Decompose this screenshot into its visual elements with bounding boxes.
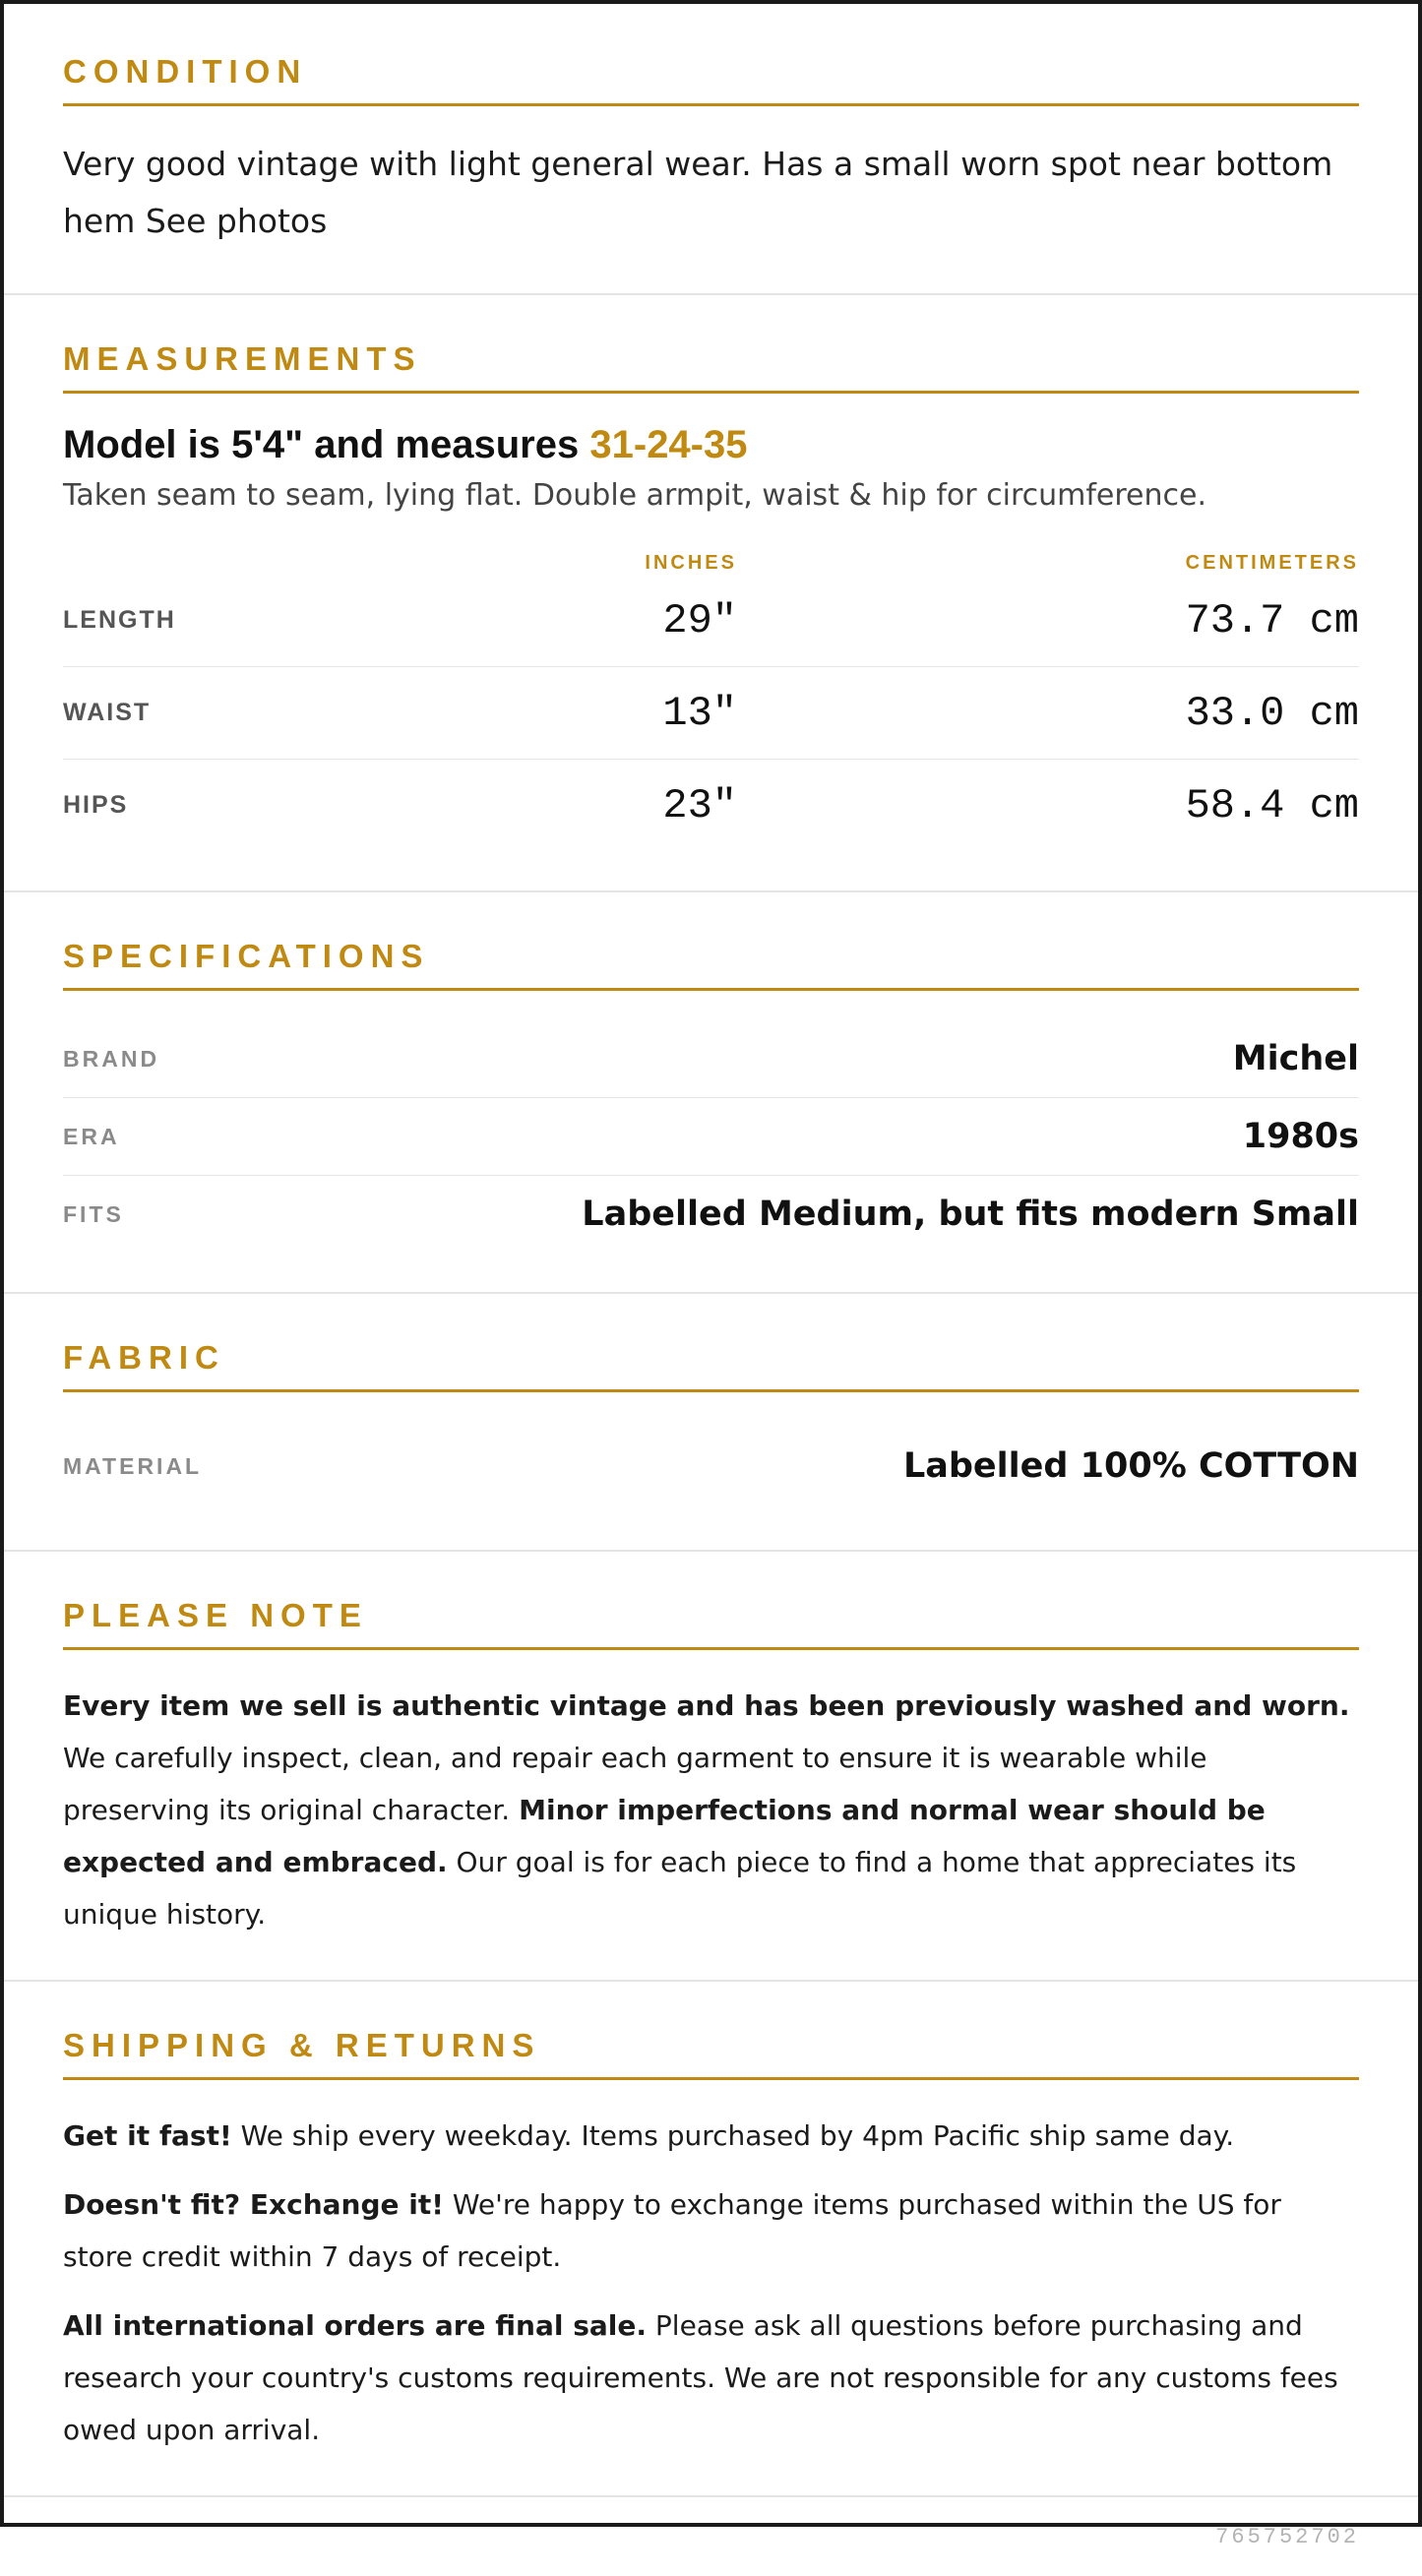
specifications-heading: SPECIFICATIONS: [63, 940, 1359, 991]
measurement-label: LENGTH: [63, 606, 176, 634]
shipping-returns-heading: SHIPPING & RETURNS: [63, 2029, 1359, 2080]
measurement-row-waist: [63, 667, 1359, 760]
fabric-section: [4, 1294, 1418, 1552]
measurements-table: [63, 575, 1359, 851]
exchange-paragraph: [63, 2178, 1359, 2283]
shipping-paragraph: [63, 2110, 1359, 2162]
note-bold-statement: Every item we sell is authentic vintage and has been previously washed and worn.: [63, 1689, 1350, 1722]
measurements-section: [4, 295, 1418, 892]
spec-label: ERA: [63, 1123, 120, 1149]
fabric-value: Labelled 100% COTTON: [902, 1446, 1359, 1486]
measurement-centimeters: 58.4 cm: [1185, 781, 1359, 829]
measurement-label: HIPS: [63, 791, 129, 819]
international-paragraph: [63, 2300, 1359, 2456]
measurement-inches: 29": [662, 596, 737, 644]
shipping-text: Please ask all questions before purchasing and research your country's customs requirements. We are not responsible for any customs fees owed upon arrival.: [63, 2309, 1338, 2446]
measurement-inches: 13": [662, 689, 737, 737]
shipping-bold-lead: Doesn't fit? Exchange it!: [63, 2188, 444, 2221]
measurement-centimeters: 33.0 cm: [1185, 689, 1359, 737]
fabric-heading: FABRIC: [63, 1341, 1359, 1392]
spec-value: 1980s: [1242, 1117, 1359, 1156]
measurements-heading: MEASUREMENTS: [63, 342, 1359, 394]
shipping-bold-lead: All international orders are final sale.: [63, 2309, 648, 2342]
spec-label: FITS: [63, 1200, 124, 1227]
model-measurements-prefix: Model is 5'4" and measures: [63, 423, 580, 466]
model-measurements-value: 31-24-35: [589, 423, 748, 466]
note-text-part: We carefully inspect, clean, and repair each garment to ensure it is wearable while preserving its original character.: [63, 1742, 1207, 1826]
footer: [4, 2497, 1418, 2576]
shipping-text: We ship every weekday. Items purchased by 4pm Pacific ship same day.: [231, 2119, 1235, 2152]
condition-text: Very good vintage with light general wear. Has a small worn spot near bottom hem See photos: [63, 145, 1333, 240]
measurement-inches: 23": [662, 781, 737, 829]
spec-label: BRAND: [63, 1045, 160, 1072]
measurements-header-spacer: [63, 552, 319, 575]
condition-section: [4, 4, 1418, 295]
spec-row-brand: [63, 1020, 1359, 1098]
shipping-returns-section: [4, 1982, 1418, 2497]
please-note-text: [63, 1680, 1359, 1940]
centimeters-column-header: CENTIMETERS: [1185, 552, 1359, 574]
please-note-heading: PLEASE NOTE: [63, 1599, 1359, 1650]
shipping-text: We're happy to exchange items purchased within the US for store credit within 7 days of receipt.: [63, 2188, 1281, 2273]
spec-value: Michel: [1232, 1039, 1359, 1078]
measurements-subtitle: Taken seam to seam, lying flat. Double armpit, waist & hip for circumference.: [63, 478, 1207, 513]
measurement-label: WAIST: [63, 699, 152, 726]
note-bold-statement: Minor imperfections and normal wear should be expected and embraced.: [63, 1794, 1266, 1878]
measurement-row-length: [63, 575, 1359, 667]
product-id: 765752702: [1215, 2524, 1359, 2549]
shipping-bold-lead: Get it fast!: [63, 2119, 232, 2152]
please-note-section: [4, 1552, 1418, 1982]
spec-row-fits: [63, 1176, 1359, 1253]
specifications-section: [4, 892, 1418, 1294]
spec-row-era: [63, 1098, 1359, 1176]
measurement-centimeters: 73.7 cm: [1185, 596, 1359, 644]
note-text-part: Our goal is for each piece to find a home that appreciates its unique history.: [63, 1846, 1297, 1931]
fabric-label: MATERIAL: [63, 1452, 203, 1479]
fabric-row-material: [63, 1422, 1359, 1510]
condition-heading: CONDITION: [63, 55, 1359, 106]
measurements-table-header: [63, 552, 1359, 575]
measurement-row-hips: [63, 760, 1359, 851]
spec-value: Labelled Medium, but fits modern Small: [582, 1195, 1359, 1234]
inches-column-header: INCHES: [645, 552, 737, 574]
model-measurements-line: [63, 423, 1359, 466]
